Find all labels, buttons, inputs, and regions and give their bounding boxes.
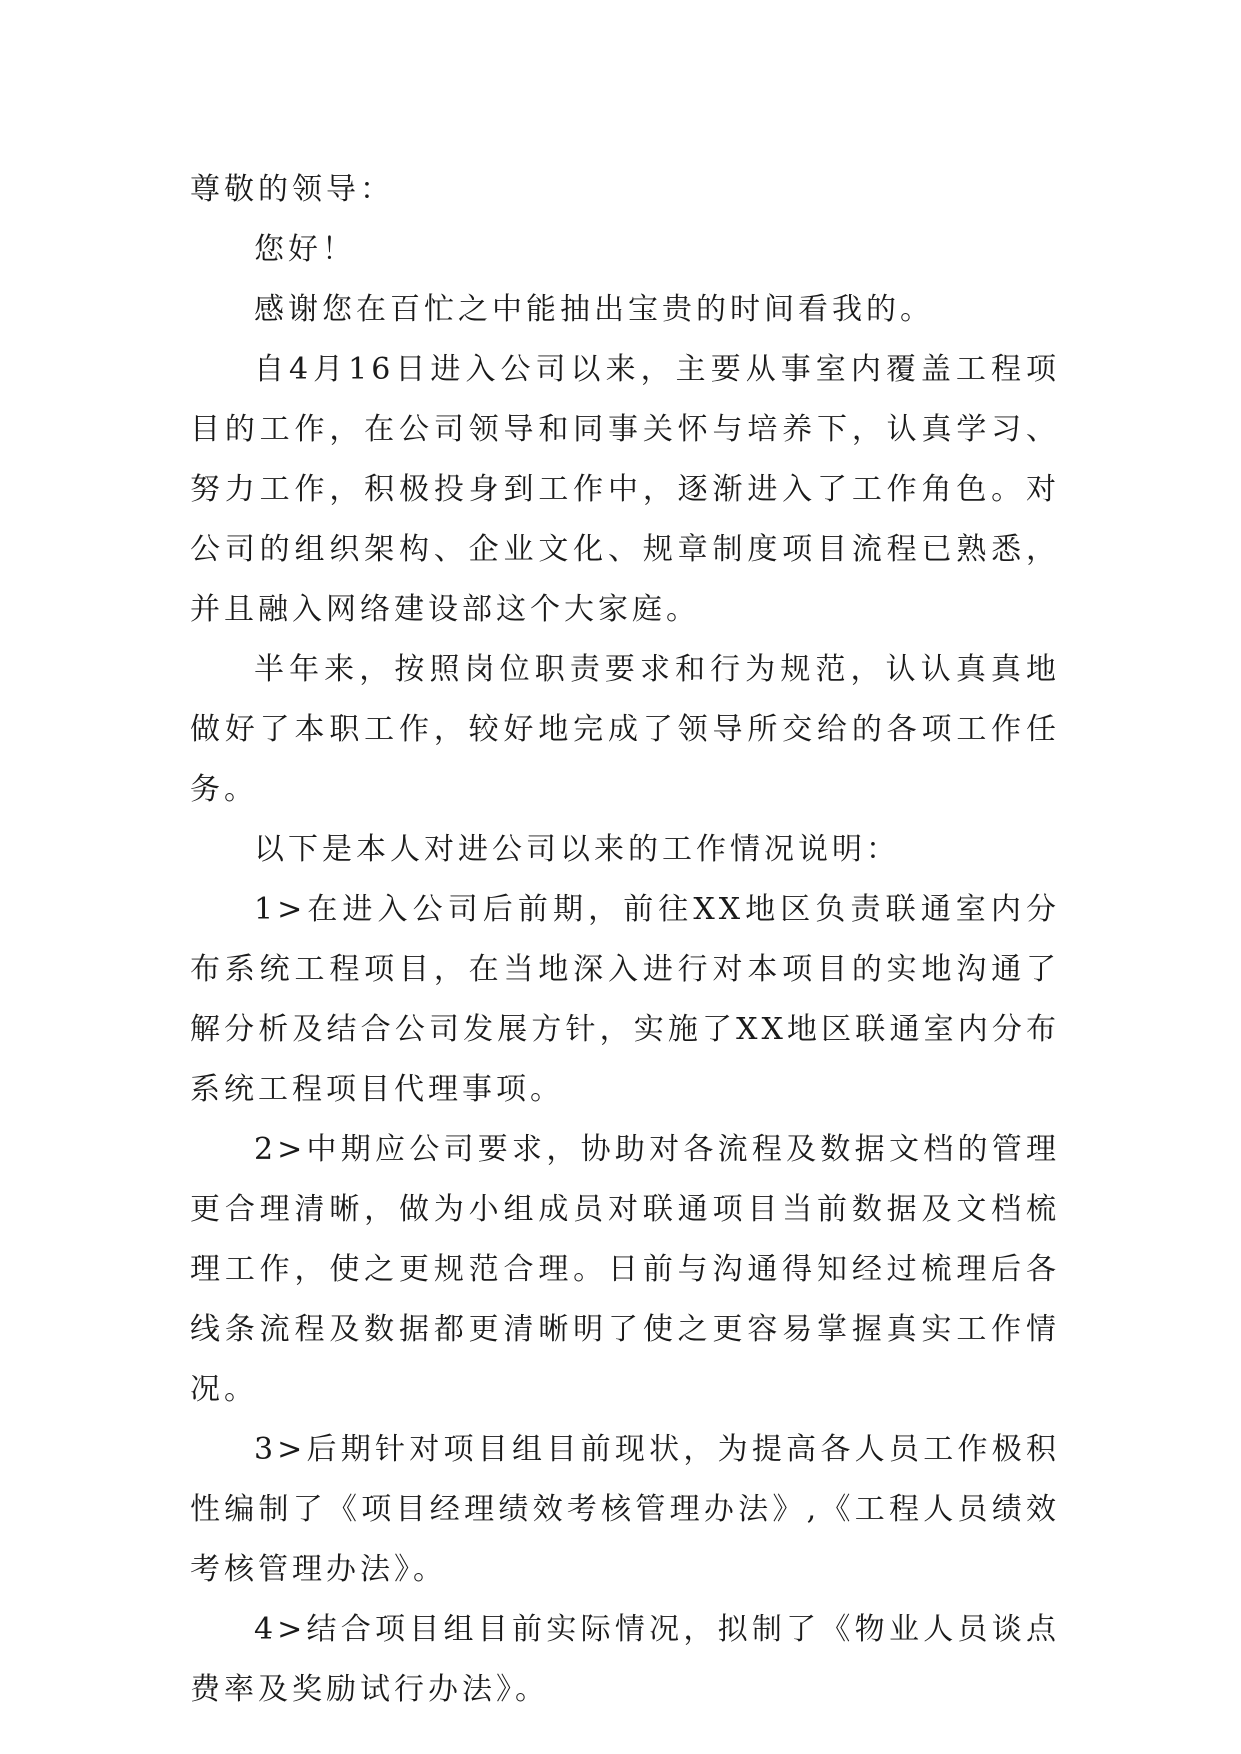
- paragraph-summary-lead: 以下是本人对进公司以来的工作情况说明：: [254, 832, 900, 867]
- greeting: 您好！: [254, 232, 356, 267]
- list-item-3: 3>后期针对项目组目前现状，为提高各人员工作极积性编制了《项目经理绩效考核管理办法》,《工程人员绩效考核管理办法》。: [190, 1432, 1060, 1587]
- paragraph-half-year: 半年来，按照岗位职责要求和行为规范，认认真真地做好了本职工作，较好地完成了领导所交给的各项工作任务。: [190, 652, 1060, 807]
- salutation: 尊敬的领导：: [190, 172, 394, 207]
- paragraph-intro: 自4月16日进入公司以来，主要从事室内覆盖工程项目的工作，在公司领导和同事关怀与培养下，认真学习、努力工作，积极投身到工作中，逐渐进入了工作角色。对公司的组织架构、企业文化、规章制度项目流程已熟悉，并且融入网络建设部这个大家庭。: [190, 352, 1060, 627]
- list-item-4: 4>结合项目组目前实际情况，拟制了《物业人员谈点费率及奖励试行办法》。: [190, 1612, 1060, 1707]
- paragraph-thanks: 感谢您在百忙之中能抽出宝贵的时间看我的。: [254, 292, 934, 327]
- letter-body: [190, 160, 1060, 1720]
- list-item-1: 1>在进入公司后前期，前往XX地区负责联通室内分布系统工程项目，在当地深入进行对本项目的实地沟通了解分析及结合公司发展方针，实施了XX地区联通室内分布系统工程项目代理事项。: [190, 892, 1060, 1107]
- list-item-2: 2>中期应公司要求，协助对各流程及数据文档的管理更合理清晰，做为小组成员对联通项目当前数据及文档梳理工作，使之更规范合理。日前与沟通得知经过梳理后各线条流程及数据都更清晰明了使之更容易掌握真实工作情况。: [190, 1132, 1060, 1407]
